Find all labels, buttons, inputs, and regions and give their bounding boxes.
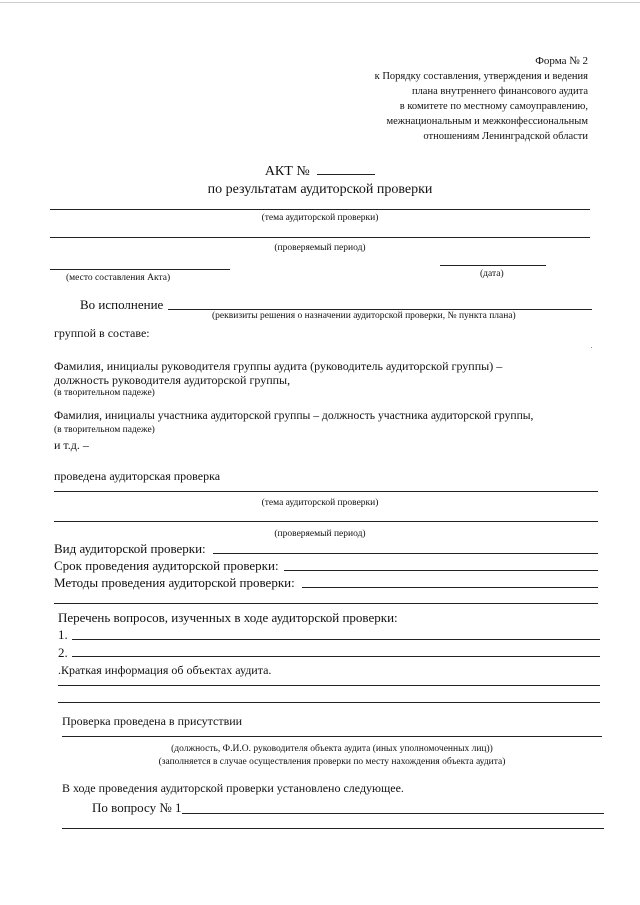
decision-line[interactable] xyxy=(168,309,592,310)
place-caption: (место составления Акта) xyxy=(66,273,171,283)
period-line-2[interactable] xyxy=(54,521,598,522)
header-line: плана внутреннего финансового аудита xyxy=(411,86,588,97)
audit-topic-line[interactable] xyxy=(50,209,590,210)
presence-label: Проверка проведена в присутствии xyxy=(62,714,243,728)
audit-methods-label: Методы проведения аудиторской проверки: xyxy=(54,575,295,590)
audit-type-label: Вид аудиторской проверки: xyxy=(54,541,206,556)
date-line[interactable] xyxy=(440,265,546,266)
question-number-1: 1. xyxy=(58,627,68,642)
page-edge xyxy=(0,2,640,3)
act-subtitle: по результатам аудиторской проверки xyxy=(207,182,433,197)
brief-info-line-2[interactable] xyxy=(58,702,600,703)
form-number: Форма № 2 xyxy=(535,55,588,67)
header-line: отношениям Ленинградской области xyxy=(423,131,588,142)
conducted-text: проведена аудиторская проверка xyxy=(54,469,221,483)
question-line-1[interactable] xyxy=(72,639,600,640)
group-label: группой в составе: xyxy=(54,326,150,340)
audit-term-line[interactable] xyxy=(284,570,598,571)
audit-term-label: Срок проведения аудиторской проверки: xyxy=(54,558,279,573)
questions-label: Перечень вопросов, изученных в ходе аудиторской проверки: xyxy=(58,610,398,625)
audit-topic-caption-2: (тема аудиторской проверки) xyxy=(261,498,379,508)
instrumental-note: (в творительном падеже) xyxy=(54,388,155,398)
audit-topic-line-2[interactable] xyxy=(54,491,598,492)
question-number-2: 2. xyxy=(58,645,68,660)
decision-caption: (реквизиты решения о назначении аудиторской проверки, № пункта плана) xyxy=(212,311,516,321)
leader-text-1: Фамилия, инициалы руководителя группы аудита (руководитель аудиторской группы) – xyxy=(54,359,503,373)
act-label: АКТ № xyxy=(264,164,310,179)
act-title xyxy=(0,164,640,180)
in-execution-label: Во исполнение xyxy=(80,297,164,312)
etc-text: и т.д. – xyxy=(54,438,89,452)
instrumental-note: (в творительном падеже) xyxy=(54,425,155,435)
form-header xyxy=(328,54,588,144)
member-text: Фамилия, инициалы участника аудиторской группы – должность участника аудиторской группы, xyxy=(54,409,534,422)
leader-text-2: должность руководителя аудиторской группы, xyxy=(54,373,291,387)
header-line: в комитете по местному самоуправлению, xyxy=(399,101,588,112)
audit-methods-line[interactable] xyxy=(302,587,598,588)
audit-topic-caption: (тема аудиторской проверки) xyxy=(261,213,379,223)
period-caption: (проверяемый период) xyxy=(274,243,366,253)
brief-info-label: .Краткая информация об объектах аудита. xyxy=(58,663,272,677)
period-line[interactable] xyxy=(50,237,590,238)
act-number-blank[interactable] xyxy=(317,164,375,175)
header-line: к Порядку составления, утверждения и ведения xyxy=(374,71,588,82)
established-text: В ходе проведения аудиторской проверки установлено следующее. xyxy=(62,781,404,795)
question-1-line[interactable] xyxy=(182,813,604,814)
question-1-label: По вопросу № 1 xyxy=(92,800,182,815)
date-caption: (дата) xyxy=(480,269,504,279)
period-caption-2: (проверяемый период) xyxy=(274,529,366,539)
presence-note: (заполняется в случае осуществления проверки по месту нахождения объекта аудита) xyxy=(158,757,506,767)
question-1-line-2[interactable] xyxy=(62,828,604,829)
presence-line[interactable] xyxy=(62,736,602,737)
audit-type-line[interactable] xyxy=(213,553,598,554)
brief-info-line-1[interactable] xyxy=(58,685,600,686)
header-line: межнациональным и межконфессиональным xyxy=(386,116,588,127)
audit-methods-line-2[interactable] xyxy=(54,603,598,604)
question-line-2[interactable] xyxy=(72,656,600,657)
presence-caption: (должность, Ф.И.О. руководителя объекта аудита (иных уполномоченных лиц)) xyxy=(171,744,493,754)
place-line[interactable] xyxy=(50,269,230,270)
scan-speck xyxy=(591,347,592,348)
